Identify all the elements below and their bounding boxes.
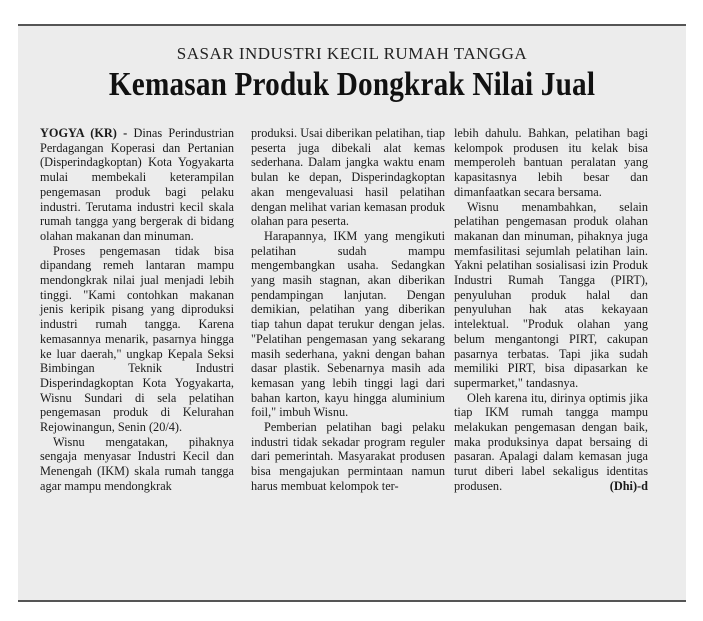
- byline: (Dhi)-d: [609, 478, 648, 493]
- paragraph: Harapannya, IKM yang mengikuti pelatihan sudah mampu mengembangkan usaha. Sedangkan yang masih stagnan, akan diberikan pendampingan lanjutan. Dengan demikian, pelatihan yang diberikan tiap tahun dapat terukur dengan jelas. "Pelatihan pengemasan yang sekarang masih sederhana, yakni dengan bahan dasar plastik. Sebenarnya masih ada kemasan yang lebih tinggi lagi dari bahan karton, kayu hingga aluminium foil," imbuh Wisnu.: [251, 228, 445, 420]
- dateline: YOGYA (KR) -: [40, 126, 128, 140]
- paragraph: [40, 126, 234, 244]
- article-column-1: [40, 126, 234, 494]
- paragraph: lebih dahulu. Bahkan, pelatihan bagi kelompok produsen itu kelak bisa memperoleh bantuan peralatan yang kapasitasnya lebih besar dan dimanfaatkan secara bersama.: [454, 126, 648, 199]
- paragraph: Proses pengemasan tidak bisa dipandang remeh lantaran mampu mendongkrak nilai jual menjadi lebih tinggi. "Kami contohkan makanan jenis keripik pisang yang diproduksi industri rumah tangga. Karena kemasannya menarik, pasarnya hingga ke luar daerah," ungkap Kepala Seksi Bimbingan Teknik Industri Disperindagkoptan Kota Yogyakarta, Wisnu Sundari di sela pelatihan pengemasan produk di Kelurahan Rejowinangun, Senin (20/4).: [40, 243, 234, 435]
- article-headline: Kemasan Produk Dongkrak Nilai Jual: [108, 66, 596, 103]
- article-kicker: SASAR INDUSTRI KECIL RUMAH TANGGA: [176, 44, 528, 63]
- paragraph-text: Dinas Perindustrian Perdagangan Koperasi dan Pertanian (Disperindagkoptan) Kota Yogyakarta mulai membekali keterampilan pengemasan produk bagi pelaku industri. Terutama industri kecil skala rumah tangga yang bergerak di bidang olahan makanan dan minuman.: [40, 126, 235, 243]
- paragraph: Wisnu mengatakan, pihaknya sengaja menyasar Industri Kecil dan Menengah (IKM) skala rumah tangga agar mampu mendongkrak: [40, 434, 234, 493]
- paragraph: [454, 391, 648, 494]
- paragraph: produksi. Usai diberikan pelatihan, tiap peserta juga dibekali alat kemas sederhana. Dalam jangka waktu enam bulan ke depan, Disperindagkoptan akan mengevaluasi hasil pelatihan dengan melihat varian kemasan produk olahan para peserta.: [251, 126, 445, 229]
- article-column-3: [454, 126, 648, 494]
- paragraph-text: Oleh karena itu, dirinya optimis jika tiap IKM rumah tangga mampu melakukan pengemasan dengan baik, maka produksinya dapat bersaing di pasaran. Apalagi dalam kemasan juga turut diberi label sekaligus identitas produsen.: [454, 390, 648, 493]
- newspaper-clipping: [18, 24, 686, 602]
- paragraph: Pemberian pelatihan bagi pelaku industri tidak sekadar program reguler dari pemerintah. Masyarakat produsen bisa mengajukan permintaan namun harus membuat kelompok ter-: [251, 420, 445, 493]
- article-column-2: [251, 126, 445, 494]
- paragraph: Wisnu menambahkan, selain pelatihan pengemasan produk olahan makanan dan minuman, pihaknya juga memfasilitasi sejumlah pelatihan lain. Yakni pelatihan sosialisasi izin Produk Industri Rumah Tangga (PIRT), penyuluhan produk halal dan penyuluhan hak atas kekayaan intelektual. "Produk olahan yang belum mengantongi PIRT, cakupan pasarnya terbatas. Tapi jika sudah memiliki PIRT, bisa dipasarkan ke supermarket," tandasnya.: [454, 199, 648, 390]
